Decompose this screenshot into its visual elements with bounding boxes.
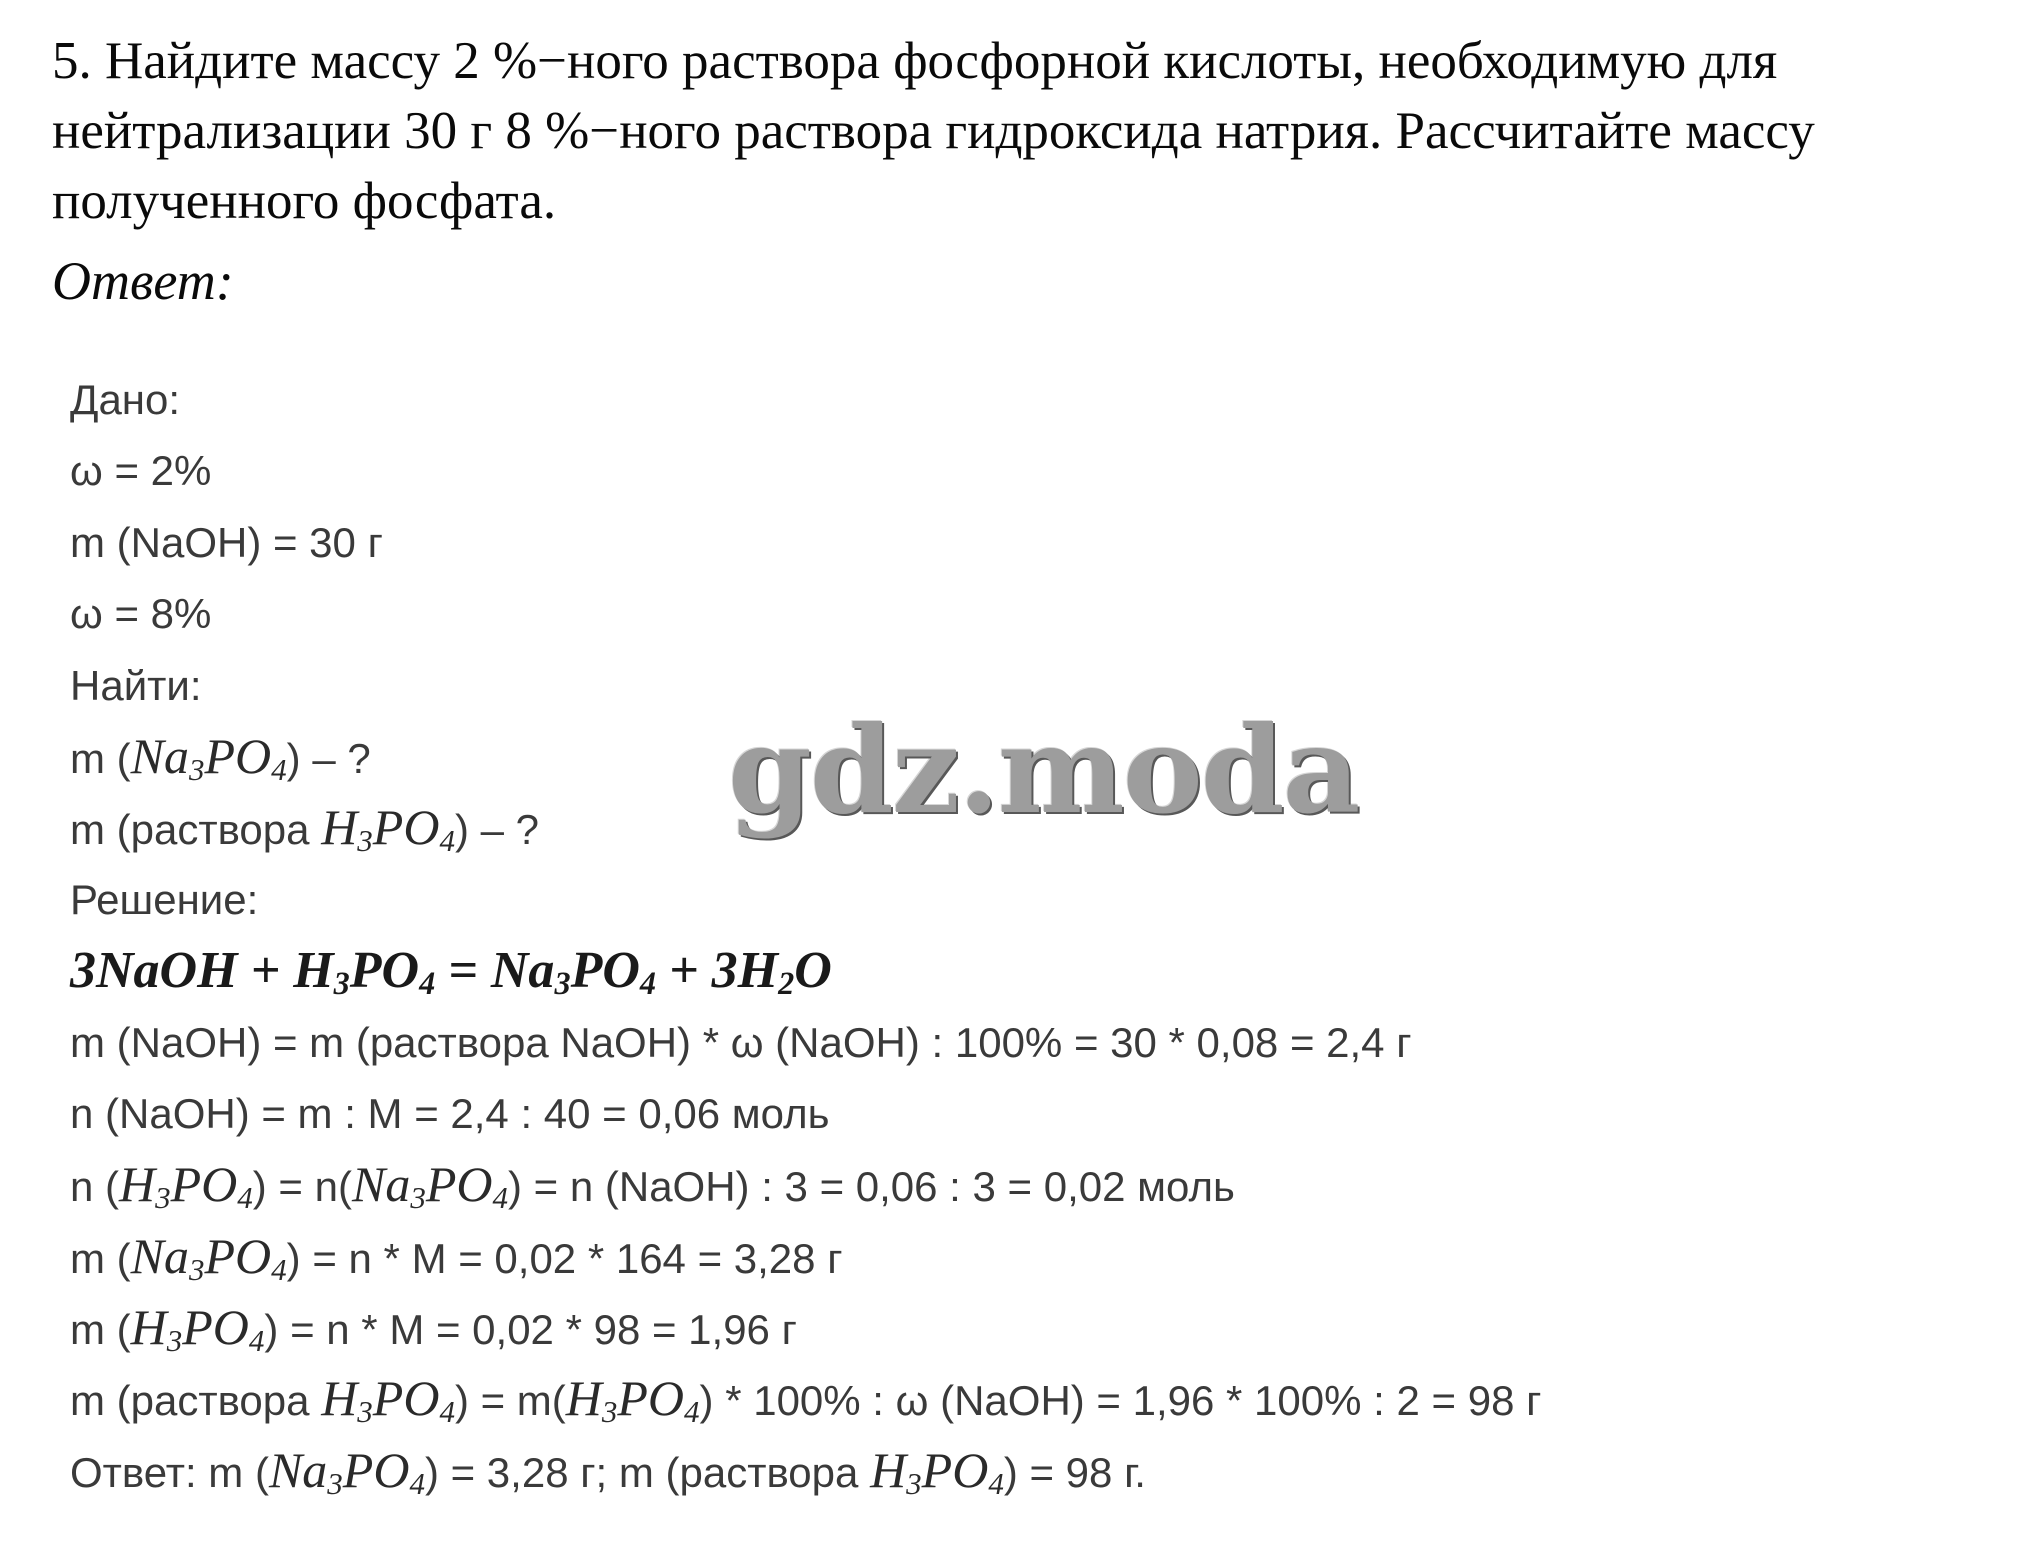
reaction-equation <box>70 935 1541 1006</box>
solution-block <box>70 364 1541 1506</box>
solution-step <box>70 1149 1541 1220</box>
text-fragment: ) = n (NaOH) : 3 = 0,06 : 3 = 0,02 моль <box>508 1163 1235 1211</box>
formula-h3po4: $H_3PO_4$ <box>321 1370 455 1430</box>
formula-na3po4: $Na_3PO_4$ <box>130 727 287 787</box>
problem-statement: 5. Найдите массу 2 %−ного раствора фосфорной кислоты, необходимую для нейтрализации 30 г 8 %−ного раствора гидроксида натрия. Рассчитайте массу полученного фосфата. <box>52 32 1815 230</box>
given-line: ω = 2% <box>70 447 212 495</box>
solution-step <box>70 1221 1541 1292</box>
text-fragment: ) * 100% : ω (NaOH) = 1,96 * 100% : 2 = 98 г <box>699 1377 1542 1425</box>
formula-h3po4: $H_3PO_4$ <box>870 1441 1004 1501</box>
equation-body: 3NaOH + $H_3PO_4 = Na_3PO_4 + 3H_2O$ <box>70 942 832 1002</box>
text-fragment: n ( <box>70 1163 120 1211</box>
solution-label: Решение: <box>70 875 259 923</box>
solution-step <box>70 1292 1541 1363</box>
given-label: Дано: <box>70 376 181 423</box>
watermark: gdz.moda <box>728 700 1359 841</box>
formula-na3po4: $Na_3PO_4$ <box>130 1227 287 1287</box>
formula-h3po4: $H_3PO_4$ <box>119 1156 253 1216</box>
formula-h3po4: $H_3PO_4$ <box>130 1299 265 1358</box>
text-fragment: ) – ? <box>286 734 371 782</box>
solution-step: n (NaOH) = m : M = 2,4 : 40 = 0,06 моль <box>70 1089 830 1137</box>
text-fragment: ) = m( <box>454 1377 566 1425</box>
formula-na3po4: $Na_3PO_4$ <box>351 1156 508 1216</box>
text-fragment: ) – ? <box>454 806 539 854</box>
solution-step: m (NaOH) = m (раствора NaOH) * ω (NaOH) : 100% = 30 * 0,08 = 2,4 г <box>70 1018 1412 1066</box>
text-fragment: Ответ: m ( <box>70 1448 269 1496</box>
given-line: m (NaOH) = 30 г <box>70 518 383 566</box>
text-fragment: m (раствора <box>70 806 322 854</box>
find-label: Найти: <box>70 661 202 709</box>
text-fragment: ) = n * M = 0,02 * 164 = 3,28 г <box>286 1234 843 1282</box>
formula-h3po4: $H_3PO_4$ <box>321 799 455 859</box>
final-answer <box>70 1435 1541 1506</box>
text-fragment: m ( <box>70 734 131 782</box>
text-fragment: m ( <box>70 1306 131 1354</box>
text-fragment: m (раствора <box>70 1377 322 1425</box>
text-fragment: m ( <box>70 1234 131 1282</box>
formula-h3po4: $H_3PO_4$ <box>565 1370 700 1430</box>
text-fragment: ) = 3,28 г; m (раствора <box>424 1448 871 1496</box>
given-line: ω = 8% <box>70 590 212 638</box>
text-fragment: ) = 98 г. <box>1003 1448 1146 1496</box>
formula-na3po4: $Na_3PO_4$ <box>268 1441 425 1501</box>
solution-step <box>70 1363 1541 1434</box>
text-fragment: ) = n * M = 0,02 * 98 = 1,96 г <box>264 1306 797 1354</box>
text-fragment: ) = n( <box>252 1163 352 1211</box>
answer-heading: Ответ: <box>52 251 234 311</box>
